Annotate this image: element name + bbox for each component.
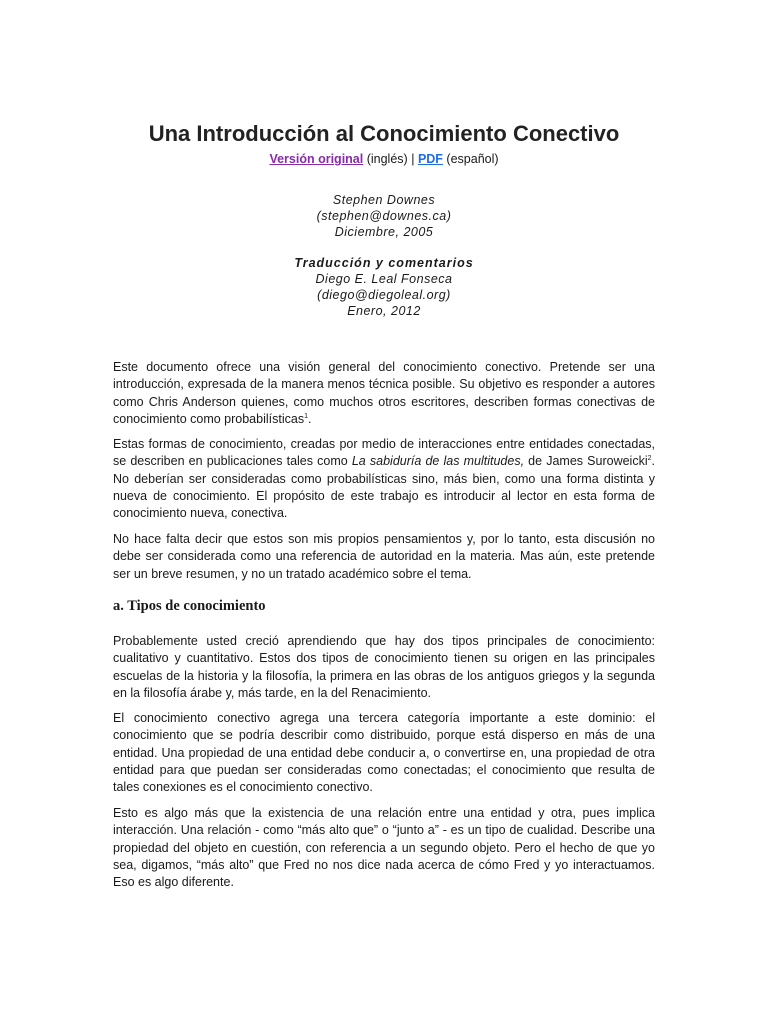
translator-email: (diego@diegoleal.org) [317, 288, 451, 302]
translation-label: Traducción y comentarios [294, 256, 474, 270]
section-heading: a. Tipos de conocimiento [113, 598, 266, 614]
author-name: Stephen Downes [332, 193, 436, 207]
link-separator: | [411, 152, 415, 166]
translator-name: Diego E. Leal Fonseca [315, 272, 453, 286]
intro-paragraph-3: No hace falta decir que estos son mis propios pensamientos y, por lo tanto, esta discusión no debe ser considerada como una referencia de autoridad en la materia. Mas aún, este pretende ser un breve resumen, y no un tratado académico sobre el tema. [113, 532, 655, 581]
original-version-link[interactable]: Versión original [269, 152, 364, 166]
intro-paragraph-1: Este documento ofrece una visión general del conocimiento conectivo. Pretende ser una introducción, expresada de la manera menos técnica posible. Su objetivo es responder a autores como Chris Anderson quienes, como muchos otros escritores, describen formas conectivas de conocimiento como probabilísticas$^1$. [113, 360, 655, 426]
translation-date: Enero, 2012 [347, 304, 421, 318]
pdf-link[interactable]: PDF [417, 152, 443, 166]
footnote-ref-1: 1 [304, 412, 308, 420]
document-title: Una Introducción al Conocimiento Conectivo [148, 121, 620, 146]
pdf-note: (español) [446, 152, 499, 166]
author-block [0, 192, 768, 240]
section-paragraph-3: Esto es algo más que la existencia de una relación entre una entidad y otra, pues implica interacción. Una relación - como “más alto que” o “junto a” - es un tipo de cualidad. Describe una propiedad del objeto en cuestión, con referencia a un segundo objeto. Pero el hecho de que yo sea, digamos, “más alto” que Fred no nos dice nada acerca de cómo Fred y yo interactuamos. Eso es algo diferente. [113, 806, 655, 890]
version-links [0, 152, 768, 166]
author-email: (stephen@downes.ca) [316, 209, 452, 223]
section-paragraph-1: Probablemente usted creció aprendiendo que hay dos tipos principales de conocimiento: cualitativo y cuantitativo. Estos dos tipos de conocimiento tienen su origen en las principales escuelas de la historia y la filosofía, la primera en las obras de los antiguos griegos y la segunda en la filosofía árabe y, más tarde, en la del Renacimiento. [113, 634, 655, 700]
translation-block [0, 255, 768, 319]
footnote-ref-2: 2 [647, 455, 652, 463]
author-date: Diciembre, 2005 [334, 225, 434, 239]
intro-paragraph-2: Estas formas de conocimiento, creadas por medio de interacciones entre entidades conectadas, se describen en publicaciones tales como La sabiduría de las multitudes, de James Suroweicki$^2$. No deberían ser consideradas como probabilísticas sino, más bien, como una forma distinta y nueva de conocimiento. El propósito de este trabajo es introducir al lector en esta forma de conocimiento nueva, conectiva. [113, 437, 656, 521]
section-paragraph-2: El conocimiento conectivo agrega una tercera categoría importante a este dominio: el conocimiento que se podría describir como distribuido, porque está disperso en más de una entidad. Una propiedad de una entidad debe conducir a, o convertirse en, una propiedad de otra entidad para que puedan ser consideradas como conectadas; el conocimiento que resulta de tales conexiones es el conocimiento conectivo. [113, 711, 655, 795]
book-title: La sabiduría de las multitudes, [351, 454, 525, 469]
original-version-note: (inglés) [366, 152, 408, 166]
